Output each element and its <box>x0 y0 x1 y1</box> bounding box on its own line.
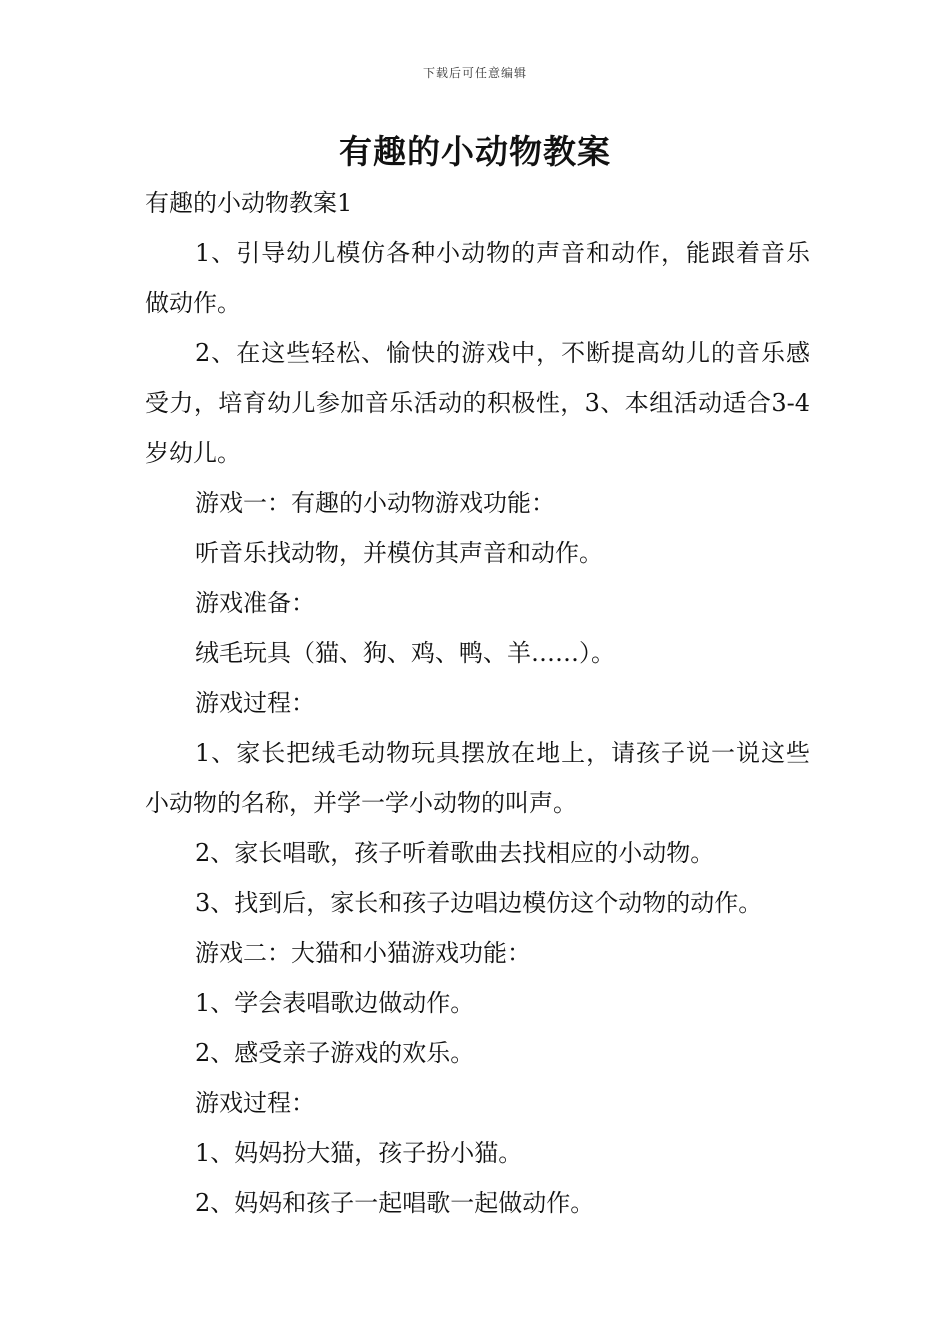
section-heading: 有趣的小动物教案1 <box>145 189 353 217</box>
paragraph: 2、妈妈和孩子一起唱歌一起做动作。 <box>195 1189 595 1217</box>
paragraph: 游戏过程： <box>195 689 315 717</box>
paragraph: 游戏二：大猫和小猫游戏功能： <box>195 939 531 967</box>
paragraph: 2、感受亲子游戏的欢乐。 <box>195 1039 475 1067</box>
paragraph: 1、引导幼儿模仿各种小动物的声音和动作，能跟着音乐做动作。 <box>145 239 810 317</box>
paragraph: 1、学会表唱歌边做动作。 <box>195 989 475 1017</box>
paragraph: 游戏一：有趣的小动物游戏功能： <box>195 489 555 517</box>
document-title: 有趣的小动物教案 <box>339 132 611 171</box>
paragraph: 游戏准备： <box>195 589 315 617</box>
paragraph: 绒毛玩具（猫、狗、鸡、鸭、羊……）。 <box>195 639 615 667</box>
document-body <box>145 178 810 1228</box>
page-header-note: 下载后可任意编辑 <box>422 66 527 80</box>
paragraph: 3、找到后，家长和孩子边唱边模仿这个动物的动作。 <box>195 889 763 917</box>
paragraph: 游戏过程： <box>195 1089 315 1117</box>
paragraph: 2、家长唱歌，孩子听着歌曲去找相应的小动物。 <box>195 839 715 867</box>
paragraph: 2、在这些轻松、愉快的游戏中，不断提高幼儿的音乐感受力，培育幼儿参加音乐活动的积极性，3、本组活动适合3-4岁幼儿。 <box>145 339 810 467</box>
paragraph: 听音乐找动物，并模仿其声音和动作。 <box>195 539 603 567</box>
paragraph: 1、妈妈扮大猫，孩子扮小猫。 <box>195 1139 523 1167</box>
paragraph: 1、家长把绒毛动物玩具摆放在地上，请孩子说一说这些小动物的名称，并学一学小动物的叫声。 <box>145 739 810 817</box>
